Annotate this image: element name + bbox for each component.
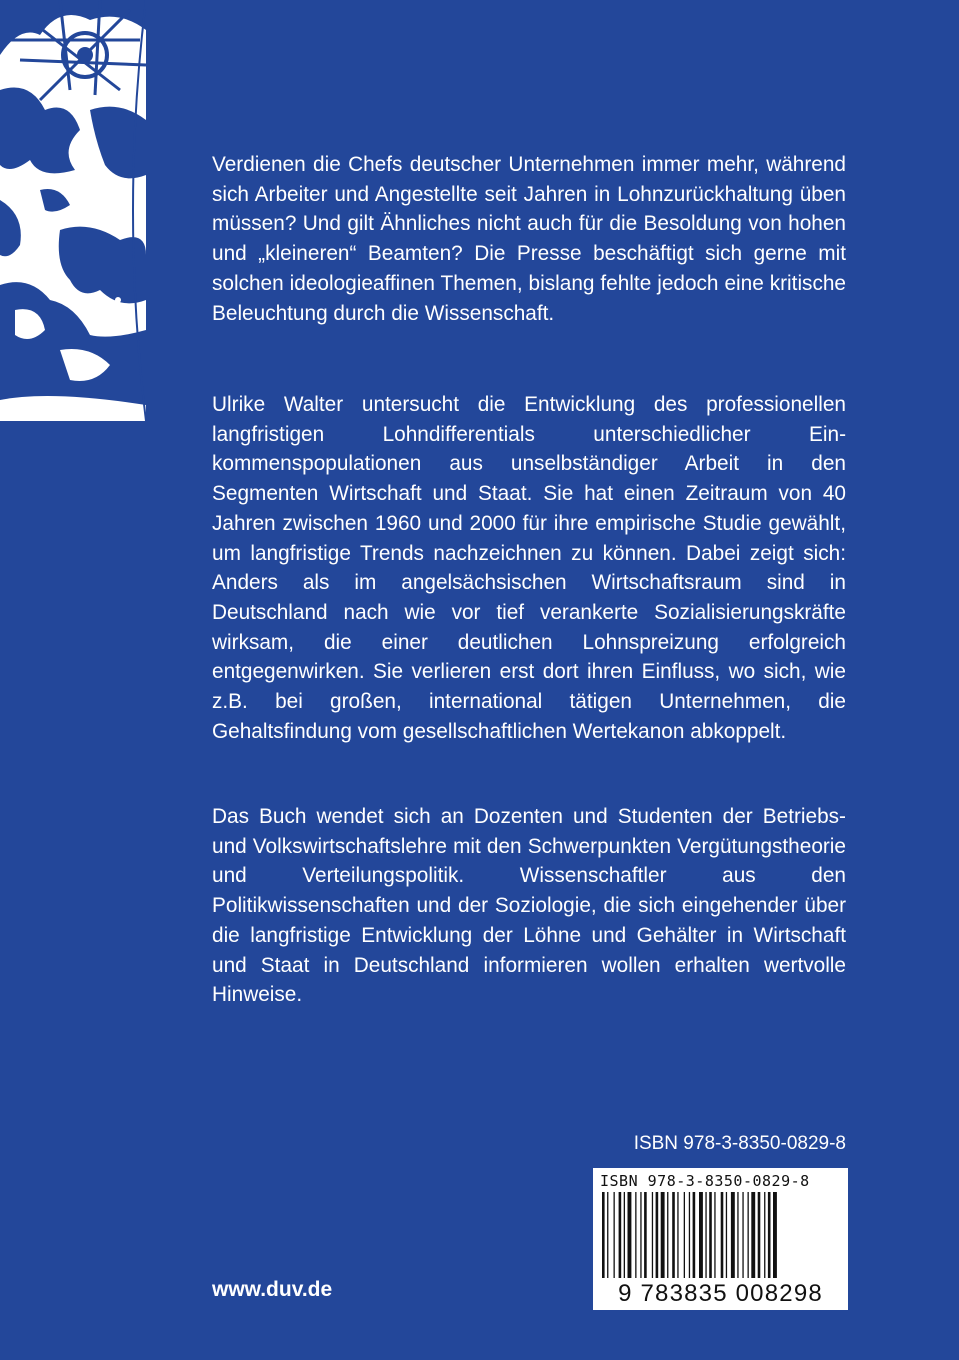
- isbn-label: ISBN 978-3-8350-0829-8: [633, 1133, 846, 1154]
- barcode-bars: [602, 1192, 840, 1278]
- barcode-bar: [714, 1192, 715, 1278]
- barcode-bar: [726, 1192, 727, 1278]
- barcode-bar: [709, 1192, 712, 1278]
- globe-illustration: [0, 0, 146, 421]
- barcode-bar: [640, 1192, 641, 1278]
- barcode-bar: [677, 1192, 678, 1278]
- barcode-bar: [721, 1192, 724, 1278]
- barcode-bar: [607, 1192, 608, 1278]
- paragraph-study: Ulrike Walter untersucht die Entwicklung des professionellen langfristigen Lohndifferentials unterschiedlicher Einkommenspopulationen aus unselbständiger Arbeit in den Segmenten Wirtschaft und Staat. Sie hat einen Zeitraum von 40 Jahren zwischen 1960 und 2000 für ihre empirische Studie gewählt, um langfristige Trends nachzeichnen zu können. Dabei zeigt sich: Anders als im angelsächsischen Wirtschaftsraum sind in Deutschland nach wie vor tief verankerte Sozialisierungskräfte wirksam, die einer deutlichen Lohnspreizung erfolgreich entgegenwirken. Sie verlieren erst dort ihren Einfluss, wo sich, wie z.B. bei großen, international tätigen Unternehmen, die Gehaltsfindung vom gesellschaftlichen Wertekanon abkoppelt.: [212, 393, 846, 743]
- barcode-bar: [614, 1192, 615, 1278]
- barcode-bar: [684, 1192, 685, 1278]
- barcode: [593, 1168, 848, 1310]
- barcode-bar: [624, 1192, 625, 1278]
- barcode-bar: [773, 1192, 777, 1278]
- barcode-bar: [699, 1192, 703, 1278]
- barcode-bar: [652, 1192, 653, 1278]
- barcode-isbn-text: ISBN 978-3-8350-0829-8: [600, 1172, 810, 1190]
- barcode-bar: [731, 1192, 735, 1278]
- barcode-bar: [628, 1192, 632, 1278]
- barcode-bar: [667, 1192, 668, 1278]
- barcode-bar: [656, 1192, 659, 1278]
- paragraph-intro: Verdienen die Chefs deutscher Unternehmen immer mehr, während sich Arbeiter und Angestellte seit Jahren in Lohnzurückhaltung üben müssen? Und gilt Ähnliches nicht auch für die Besoldung von hohen und „kleineren“ Beamten? Die Presse beschäftigt sich gerne mit solchen ideologieaffinen Themen, bislang fehlte jedoch eine kritische Beleuchtung durch die Wissenschaft.: [212, 153, 846, 325]
- barcode-bar: [764, 1192, 765, 1278]
- publisher-website: www.duv.de: [212, 1278, 333, 1301]
- barcode-bar: [768, 1192, 771, 1278]
- barcode-digits: 9 783835 008298: [618, 1280, 823, 1307]
- barcode-bar: [602, 1192, 605, 1278]
- paragraph-audience: Das Buch wendet sich an Dozenten und Studenten der Betriebs- und Volkswirtschaftslehre mit den Schwerpunkten Vergütungstheorie und Verteilungspolitik. Wissenschaftler aus den Politikwissenschaften und der Soziologie, die sich eingehender über die langfristige Entwicklung der Löhne und Gehälter in Wirtschaft und Staat in Deutschland informieren wollen erhalten wertvolle Hinweise.: [212, 805, 846, 1007]
- barcode-bar: [635, 1192, 636, 1278]
- barcode-bar: [705, 1192, 706, 1278]
- barcode-bar: [661, 1192, 665, 1278]
- barcode-bar: [644, 1192, 647, 1278]
- barcode-bar: [751, 1192, 755, 1278]
- barcode-bar: [758, 1192, 761, 1278]
- barcode-bar: [693, 1192, 696, 1278]
- barcode-bar: [672, 1192, 675, 1278]
- barcode-bar: [619, 1192, 622, 1278]
- barcode-bar: [742, 1192, 743, 1278]
- barcode-bar: [689, 1192, 690, 1278]
- barcode-bar: [748, 1192, 749, 1278]
- globe-image-strip: [0, 0, 146, 421]
- barcode-bar: [737, 1192, 738, 1278]
